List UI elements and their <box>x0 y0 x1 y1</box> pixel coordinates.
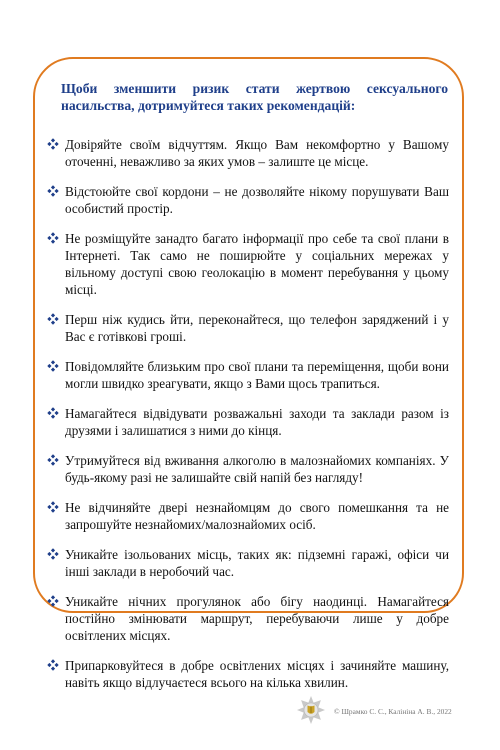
list-item <box>47 230 449 298</box>
diamond-bullet-icon <box>47 232 59 244</box>
copyright-text: © Шрамко С. С., Калініна А. В., 2022 <box>334 707 452 716</box>
page-footer <box>296 695 476 731</box>
list-item-text: Утримуйтеся від вживання алкоголю в малознайомих компаніях. У будь-якому разі не залишайте свій напій без нагляду! <box>65 453 449 485</box>
list-item <box>47 593 449 644</box>
list-item-text: Намагайтеся відвідувати розважальні заходи та заклади разом із друзями і залишатися з ними до кінця. <box>65 406 449 438</box>
list-item <box>47 405 449 439</box>
diamond-bullet-icon <box>47 313 59 325</box>
diamond-bullet-icon <box>47 138 59 150</box>
diamond-bullet-icon <box>47 659 59 671</box>
list-item <box>47 546 449 580</box>
list-item-text: Повідомляйте близьким про свої плани та переміщення, щоби вони могли швидко зреагувати, якщо з Вами щось трапиться. <box>65 359 449 391</box>
diamond-bullet-icon <box>47 548 59 560</box>
list-item-text: Перш ніж кудись йти, переконайтеся, що телефон заряджений і у Вас є готівкові гроші. <box>65 312 449 344</box>
list-item <box>47 499 449 533</box>
diamond-bullet-icon <box>47 407 59 419</box>
list-item-text: Відстоюйте свої кордони – не дозволяйте нікому порушувати Ваш особистий простір. <box>65 184 449 216</box>
list-item <box>47 183 449 217</box>
list-item <box>47 358 449 392</box>
diamond-bullet-icon <box>47 454 59 466</box>
list-item-text: Уникайте ізольованих місць, таких як: підземні гаражі, офіси чи інші заклади в неробочий час. <box>65 547 449 579</box>
list-item <box>47 657 449 691</box>
list-item <box>47 136 449 170</box>
diamond-bullet-icon <box>47 185 59 197</box>
recommendations-list <box>47 136 449 704</box>
list-item-text: Не відчиняйте двері незнайомцям до свого помешкання та не запрошуйте незнайомих/малознайомих осіб. <box>65 500 449 532</box>
diamond-bullet-icon <box>47 501 59 513</box>
list-item-text: Довіряйте своїм відчуттям. Якщо Вам некомфортно у Вашому оточенні, неважливо за яких умов – залиште це місце. <box>65 137 449 169</box>
list-item <box>47 452 449 486</box>
list-item-text: Уникайте нічних прогулянок або бігу наодинці. Намагайтеся постійно змінювати маршрут, перебуваючи лише у добре освітлених місцях. <box>65 594 449 643</box>
list-item-text: Не розміщуйте занадто багато інформації про себе та свої плани в Інтернеті. Так само не поширюйте у соціальних мережах у вільному доступі свою геолокацію в момент перебування у цьому місці. <box>65 231 449 297</box>
police-emblem-icon <box>296 695 326 730</box>
list-item-text: Припарковуйтеся в добре освітлених місцях і зачиняйте машину, навіть якщо відлучаєтеся всього на кілька хвилин. <box>65 658 449 690</box>
diamond-bullet-icon <box>47 360 59 372</box>
page-heading: Щоби зменшити ризик стати жертвою сексуального насильства, дотримуйтеся таких рекомендацій: <box>61 81 448 113</box>
list-item <box>47 311 449 345</box>
diamond-bullet-icon <box>47 595 59 607</box>
